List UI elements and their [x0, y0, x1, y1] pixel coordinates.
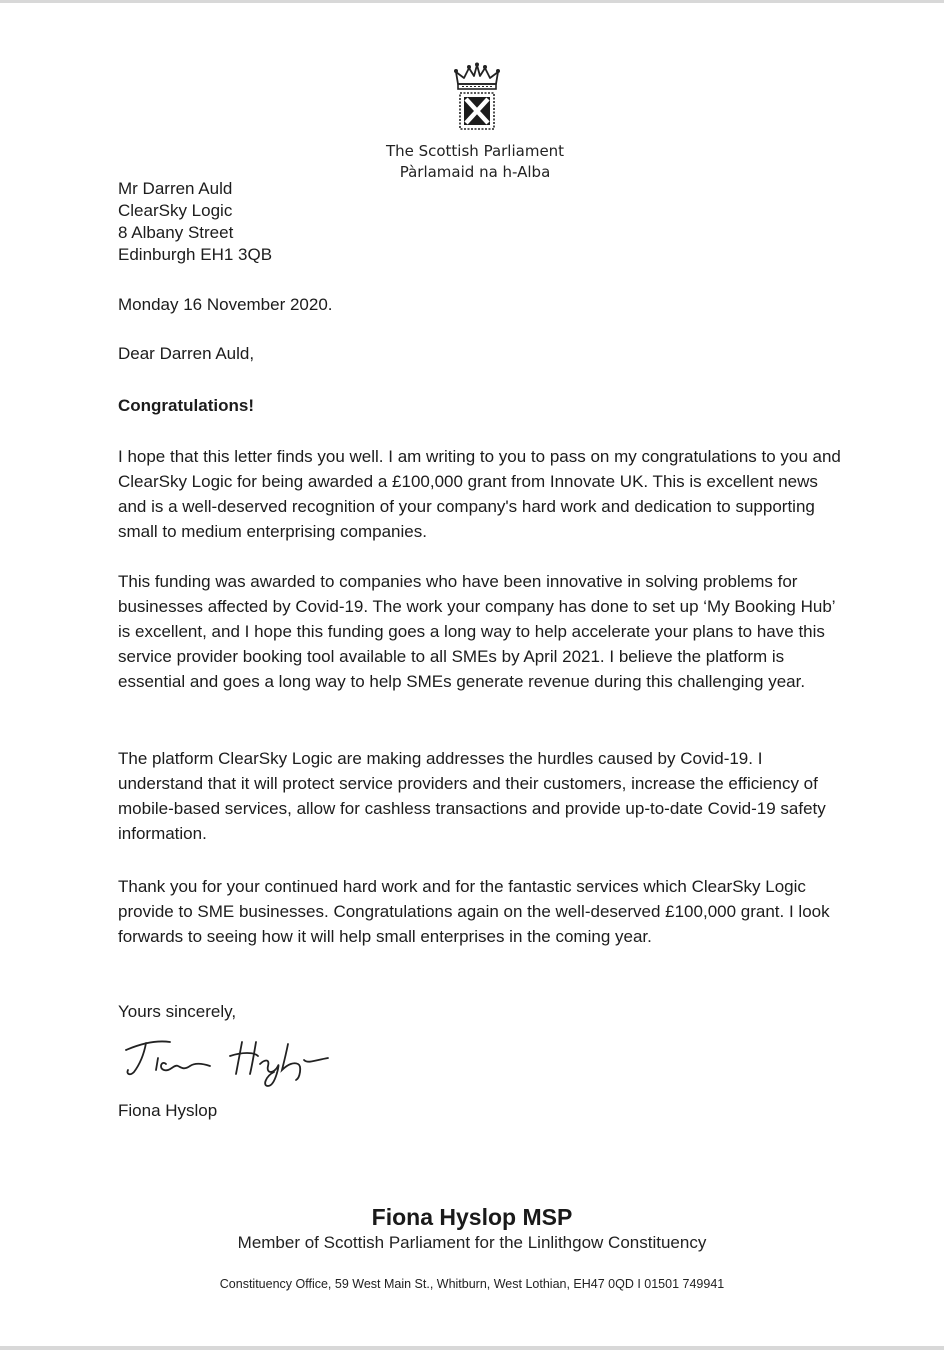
body-paragraph-3: The platform ClearSky Logic are making addresses the hurdles caused by Covid-19. I understand that it will protect service providers and their customers, increase the efficiency of mobile-based services, allow for cashless transactions and provide up-to-date Covid-19 safety information.: [118, 749, 826, 843]
body-paragraph-2: This funding was awarded to companies who have been innovative in solving problems for businesses affected by Covid-19. The work your company has done to set up ‘My Booking Hub’ is excellent, and I hope this funding goes a long way to help accelerate your plans to have this service provider booking tool available to all SMEs by April 2021. I believe the platform is essential and goes a long way to help SMEs generate revenue during this challenging year.: [118, 572, 835, 691]
recipient-address: [118, 178, 518, 266]
parliament-name-gaelic: Pàrlamaid na h-Alba: [399, 163, 551, 181]
parliament-name: [380, 141, 570, 183]
recipient-street: 8 Albany Street: [118, 223, 234, 242]
letter-heading: Congratulations!: [118, 396, 254, 415]
footer-mp-role: Member of Scottish Parliament for the Linlithgow Constituency: [237, 1233, 707, 1252]
recipient-company: ClearSky Logic: [118, 201, 233, 220]
letter-date: Monday 16 November 2020.: [118, 295, 333, 314]
salutation: Dear Darren Auld,: [118, 344, 255, 363]
body-paragraph-4: Thank you for your continued hard work and for the fantastic services which ClearSky Logic provide to SME businesses. Congratulations again on the well-deserved £100,000 grant. I look forwards to seeing how it will help small enterprises in the coming year.: [118, 877, 830, 946]
recipient-city: Edinburgh EH1 3QB: [118, 245, 273, 264]
body-paragraph-1: I hope that this letter finds you well. I am writing to you to pass on my congratulations to you and ClearSky Logic for being awarded a £100,000 grant from Innovate UK. This is excellent news and is a well-deserved recognition of your company's hard work and dedication to supporting small to medium enterprising companies.: [118, 447, 841, 541]
parliament-name-english: The Scottish Parliament: [385, 142, 565, 160]
recipient-name: Mr Darren Auld: [118, 179, 233, 198]
scan-edge-bottom: [0, 1346, 944, 1350]
footer-office-address: Constituency Office, 59 West Main St., Whitburn, West Lothian, EH47 0QD I 01501 749941: [219, 1277, 725, 1291]
closing: Yours sincerely,: [118, 1002, 237, 1021]
scan-edge-top: [0, 0, 944, 3]
signatory-name: Fiona Hyslop: [118, 1101, 218, 1120]
scottish-parliament-crest-icon: [452, 62, 502, 132]
footer-mp-name: Fiona Hyslop MSP: [371, 1204, 573, 1230]
handwritten-signature-icon: [118, 1030, 348, 1090]
